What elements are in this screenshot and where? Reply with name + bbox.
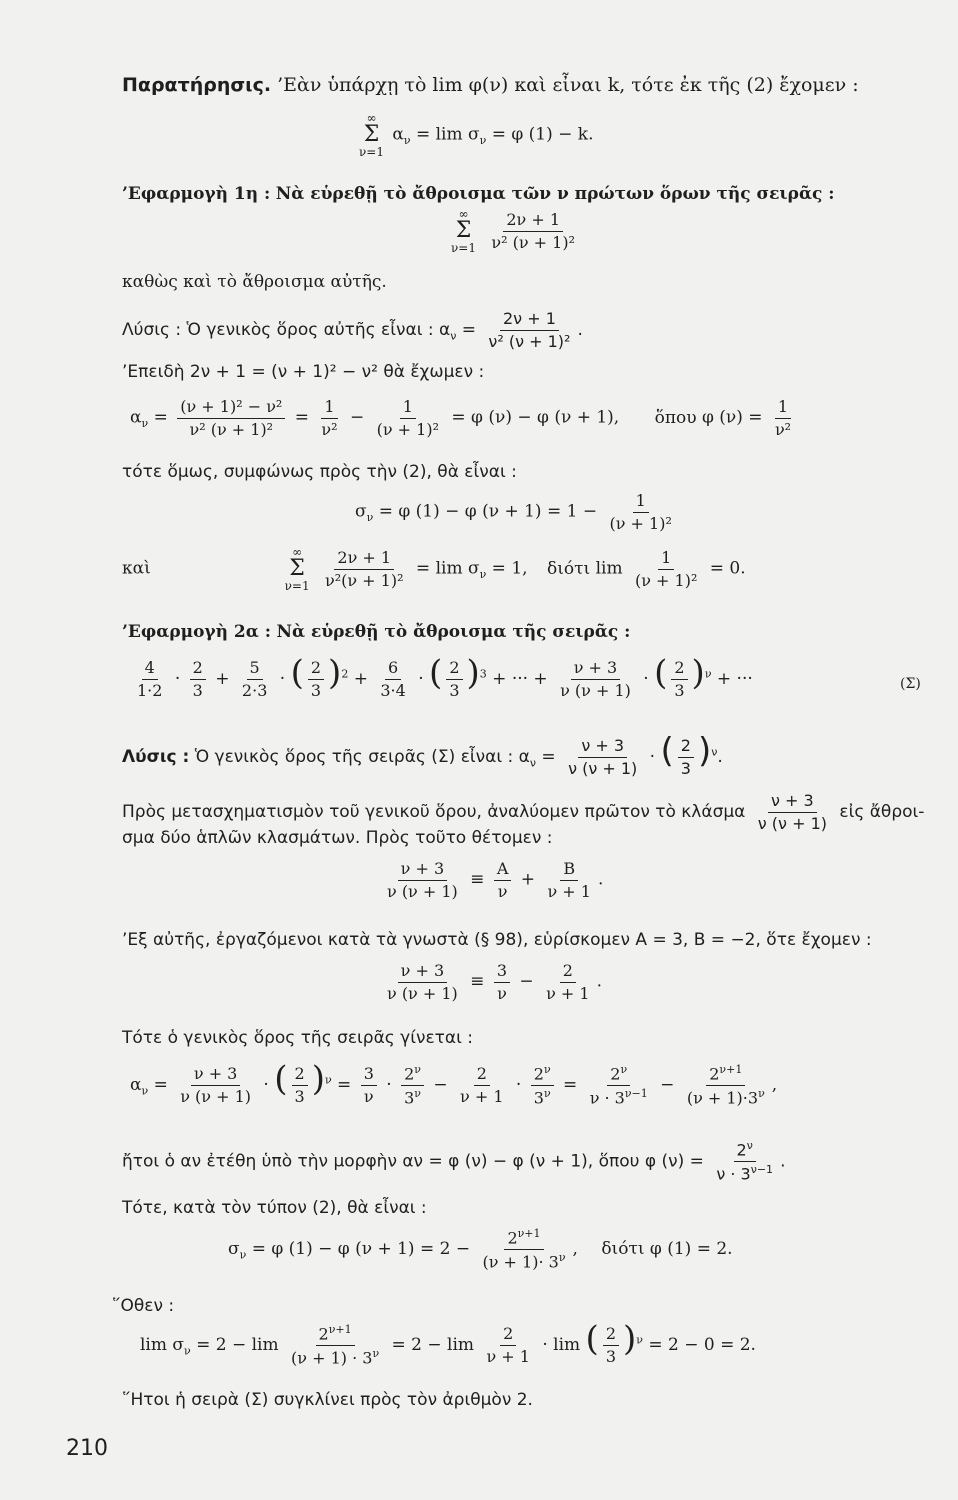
app1-heading: ’Εφαρμογὴ 1η : [122, 184, 271, 204]
app1-heading-line [122, 184, 835, 204]
app2-i-e: ἤτοι ὁ αν ἐτέθη ὑπὸ τὴν μορφὴν αν = φ (ν) − φ (ν + 1), ὅπου φ (ν) = [122, 1151, 704, 1172]
app1-solution-label: Λύσις : [122, 320, 182, 341]
app2-solution-line: Λύσις : Ὁ γενικὸς ὅρος τῆς σειρᾶς (Σ) εἶναι : $\alpha_\nu$ = $\frac{\nu + 3}{\nu (\nu + 1)}$ · ( $\frac{2}{3}$ )$^\nu$. [122, 731, 723, 778]
app2-limit: $\lim \sigma_\nu = 2 - \lim$ $\frac{2^{\nu+1}}{(\nu + 1) \cdot 3^\nu}$ = 2 − lim $\frac{2}{\nu + 1}$ · lim ( $\frac{2}{3}$ )$^\nu$ = 2 − 0 = 2. [140, 1319, 756, 1368]
app2-partial-sum: $\sigma_\nu = \varphi$ (1) − φ (ν + 1) = 2 − $\frac{2^{\nu+1}}{(\nu + 1)\cdot 3^\nu}$ , διότι φ (1) = 2. [228, 1227, 733, 1272]
page-number: 210 [66, 1436, 108, 1461]
app2-solution-text: Ὁ γενικὸς ὅρος τῆς σειρᾶς (Σ) εἶναι : [194, 747, 514, 767]
app2-heading-line [122, 622, 630, 642]
app2-identity: $\frac{\nu + 3}{\nu (\nu + 1)}$ ≡ $\frac{3}{\nu}$ − $\frac{2}{\nu + 1}$ . [387, 961, 602, 1003]
app2-transform-c: σμα δύο ἁπλῶν κλασμάτων. Πρὸς τοῦτο θέτομεν : [122, 828, 553, 848]
app1-since: ’Επειδὴ 2ν + 1 = (ν + 1)² − ν² θὰ ἔχωμεν : [122, 362, 485, 382]
app1-partial-sum: $\sigma_\nu = \varphi$ (1) − φ (ν + 1) = 1 − $\frac{1}{\text{(ν + 1)²}}$ [355, 491, 672, 533]
app2-transform-line: Πρὸς μετασχηματισμὸν τοῦ γενικοῦ ὅρου, ἀναλύομεν πρῶτον τὸ κλάσμα $\frac{\nu + 3}{\nu (\nu + 1)}$ εἰς ἄθροι- [122, 791, 925, 833]
remark-formula: ∞ Σ ν=1 $\alpha_\nu = \lim \sigma_\nu = \varphi$ (1) − k. [359, 111, 594, 159]
app1-solution-text: Ὁ γενικὸς ὅρος αὐτῆς εἶναι : [186, 320, 434, 341]
series-tag: (Σ) [900, 676, 921, 692]
app2-transform-a: Πρὸς μετασχηματισμὸν τοῦ γενικοῦ ὅρου, ἀναλύομεν πρῶτον τὸ κλάσμα [122, 802, 746, 823]
app1-series-num: 2ν + 1 [503, 211, 563, 232]
app2-series: $\frac{4}{1\cdot 2}$ · $\frac{2}{3}$ + $\frac{5}{2\cdot 3}$ · ( $\frac{2}{3}$ )$^2$ + $\frac{6}{3\cdot 4}$ · ( $\frac{2}{3}$ )$^3$ + ··· + $\frac{\nu + 3}{\nu (\nu + 1)}$ · ( $\frac{2}{3}$ )$^\nu$ + ··· [137, 653, 753, 700]
app2-conclusion: ῞Ητοι ἡ σειρὰ (Σ) συγκλίνει πρὸς τὸν ἀριθμὸν 2. [122, 1390, 533, 1410]
app1-text: Νὰ εὑρεθῇ τὸ ἄθροισμα τῶν ν πρώτων ὅρων τῆς σειρᾶς : [275, 184, 835, 204]
app1-solution-line: Λύσις : Ὁ γενικὸς ὅρος αὐτῆς εἶναι : $\alpha_\nu$ = $\frac{2\nu + 1}{\text{ν² (ν + 1)²}}$ . [122, 309, 583, 351]
app2-i-e-line: ἤτοι ὁ αν ἐτέθη ὑπὸ τὴν μορφὴν αν = φ (ν) − φ (ν + 1), ὅπου φ (ν) = $\frac{2^\nu}{\nu \cdot 3^{\nu-1}}$ . [122, 1139, 786, 1184]
app2-partial-fractions: $\frac{\nu + 3}{\nu (\nu + 1)}$ ≡ $\frac{A}{\nu}$ + $\frac{B}{\nu + 1}$ . [387, 859, 604, 901]
app1-series: ∞ Σ ν=1 $\frac{2\nu + 1}{\text{ν² (ν + 1)²}}$ [448, 208, 582, 254]
app2-by-type: Τότε, κατὰ τὸν τύπον (2), θὰ εἶναι : [122, 1198, 427, 1218]
app1-then: τότε ὅμως, συμφώνως πρὸς τὴν (2), θὰ εἶναι : [122, 462, 517, 482]
app2-general-term: $\alpha_\nu$ = $\frac{\nu + 3}{\nu (\nu + 1)}$ · ( $\frac{2}{3}$ )$^\nu$ = $\frac{3}{\nu}$ · $\frac{2^\nu}{3^\nu}$ − $\frac{2}{\nu + 1}$ · $\frac{2^\nu}{3^\nu}$ = $\frac{2^\nu}{\nu \cdot 3^{\nu-1}}$ − $\frac{2^{\nu+1}}{(\nu + 1)\cdot 3^\nu}$ , [130, 1059, 778, 1108]
app1-also: καθὼς καὶ τὸ ἄθροισμα αὐτῆς. [122, 272, 387, 292]
remark-line [122, 74, 859, 97]
app2-text: Νὰ εὑρεθῇ τὸ ἄθροισμα τῆς σειρᾶς : [276, 622, 631, 642]
app2-hence: ῞Οθεν : [112, 1296, 175, 1316]
app1-sum: καὶ ∞ Σ ν=1 $\frac{2\nu + 1}{\text{ν²(ν + 1)²}}$ = $\lim \sigma_\nu = 1$, διότι lim $\frac{1}{\text{(ν + 1)²}}$ = 0. [122, 545, 746, 593]
app2-heading: ’Εφαρμογὴ 2α : [122, 622, 272, 642]
app2-then-general: Τότε ὁ γενικὸς ὅρος τῆς σειρᾶς γίνεται : [122, 1028, 473, 1048]
app2-because-phi: διότι φ (1) = 2. [601, 1238, 733, 1259]
app2-transform-b: εἰς ἄθροι- [839, 802, 925, 823]
app1-decomposition: $\alpha_\nu$ = $\frac{\text{(ν + 1)² − ν²}}{\text{ν² (ν + 1)²}}$ = $\frac{1}{\text{ν²}}$ − $\frac{1}{\text{(ν + 1)²}}$ = φ (ν) − φ (ν + 1), ὅπου φ (ν) = $\frac{1}{\text{ν²}}$ [130, 397, 792, 439]
app1-and: καὶ [122, 558, 151, 579]
app2-solution-label: Λύσις : [122, 747, 190, 767]
app1-because: διότι [546, 558, 591, 579]
remark-text: ’Εὰν ὑπάρχῃ τὸ lim φ(ν) καὶ εἶναι k, τότε ἐκ τῆς (2) ἔχομεν : [277, 74, 859, 96]
app1-series-den: ν² (ν + 1)² [491, 232, 575, 252]
app1-where: ὅπου [654, 407, 697, 428]
remark-label: Παρατήρησις. [122, 74, 272, 96]
app2-from-this: ’Εξ αὐτῆς, ἐργαζόμενοι κατὰ τὰ γνωστὰ (§ 98), εὑρίσκομεν Α = 3, Β = −2, ὅτε ἔχομεν : [122, 930, 872, 950]
